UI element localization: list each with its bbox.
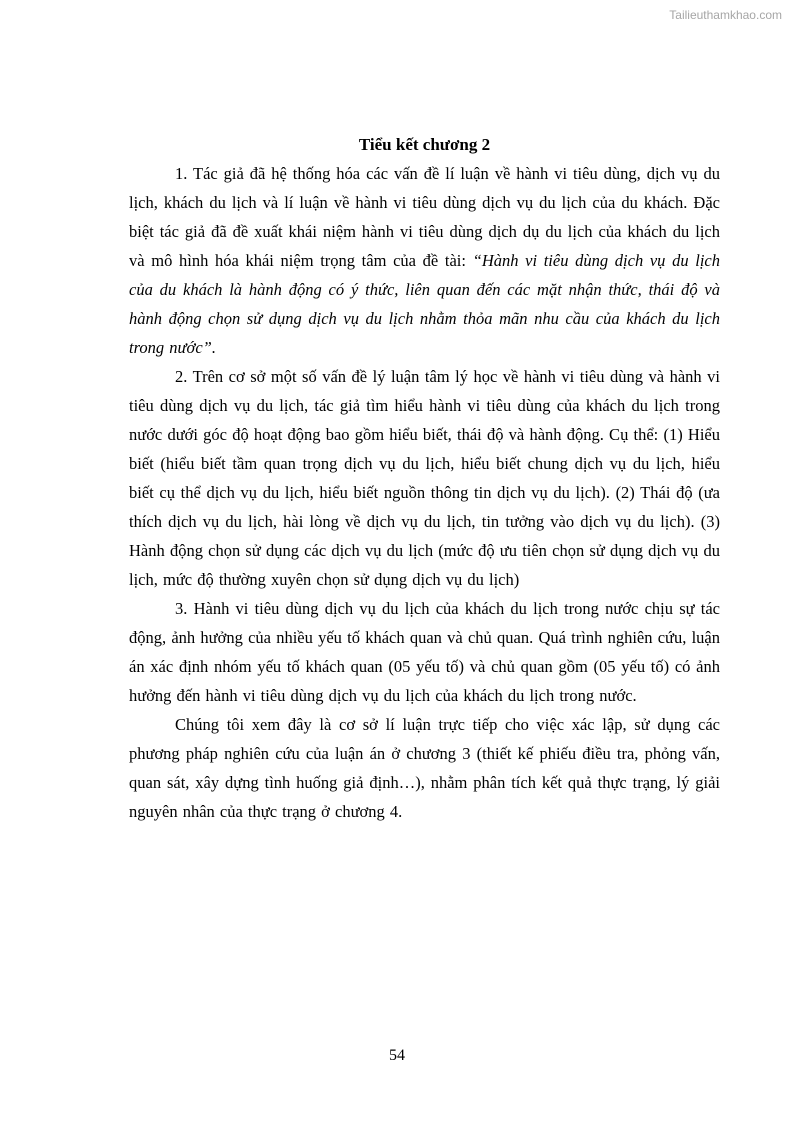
page-content [129, 130, 720, 826]
paragraph-1 [129, 159, 720, 362]
watermark-text: Tailieuthamkhao.com [669, 8, 782, 22]
paragraph-1-regular-text: 1. Tác giả đã hệ thống hóa các vấn đề lí luận về hành vi tiêu dùng, dịch vụ du lịch, khách du lịch và lí luận về hành vi tiêu dùng dịch vụ du lịch của du khách. Đặc biệt tác giả đã đề xuất khái niệm hành vi tiêu dùng dịch dụ du lịch của khách du lịch và mô hình hóa khái niệm trọng tâm của đề tài: [129, 164, 720, 270]
page-number: 54 [389, 1047, 405, 1064]
paragraph-1-quote-text: “Hành vi tiêu dùng dịch vụ du lịch của du khách là hành động có ý thức, liên quan đến các mặt nhận thức, thái độ và hành động chọn sử dụng dịch vụ du lịch nhằm thỏa mãn nhu cầu của khách du lịch trong nước”. [129, 251, 720, 357]
paragraph-4: Chúng tôi xem đây là cơ sở lí luận trực tiếp cho việc xác lập, sử dụng các phương pháp nghiên cứu của luận án ở chương 3 (thiết kế phiếu điều tra, phỏng vấn, quan sát, xây dựng tình huống giả định…), nhằm phân tích kết quả thực trạng, lý giải nguyên nhân của thực trạng ở chương 4. [129, 715, 720, 821]
paragraph-2: 2. Trên cơ sở một số vấn đề lý luận tâm lý học về hành vi tiêu dùng và hành vi tiêu dùng dịch vụ du lịch, tác giả tìm hiểu hành vi tiêu dùng của khách du lịch trong nước dưới góc độ hoạt động bao gồm hiểu biết, thái độ và hành động. Cụ thể: (1) Hiểu biết (hiểu biết tầm quan trọng dịch vụ du lịch, hiểu biết chung dịch vụ du lịch, hiểu biết cụ thể dịch vụ du lịch, hiểu biết nguồn thông tin dịch vụ du lịch). (2) Thái độ (ưa thích dịch vụ du lịch, hài lòng về dịch vụ du lịch, tin tưởng vào dịch vụ du lịch). (3) Hành động chọn sử dụng các dịch vụ du lịch (mức độ ưu tiên chọn sử dụng dịch vụ du lịch, mức độ thường xuyên chọn sử dụng dịch vụ du lịch) [129, 367, 720, 589]
section-title: Tiểu kết chương 2 [358, 135, 491, 154]
paragraph-3: 3. Hành vi tiêu dùng dịch vụ du lịch của khách du lịch trong nước chịu sự tác động, ảnh hưởng của nhiều yếu tố khách quan và chủ quan. Quá trình nghiên cứu, luận án xác định nhóm yếu tố khách quan (05 yếu tố) và chủ quan gồm (05 yếu tố) có ảnh hưởng đến hành vi tiêu dùng dịch vụ du lịch của khách du lịch trong nước. [129, 599, 720, 705]
